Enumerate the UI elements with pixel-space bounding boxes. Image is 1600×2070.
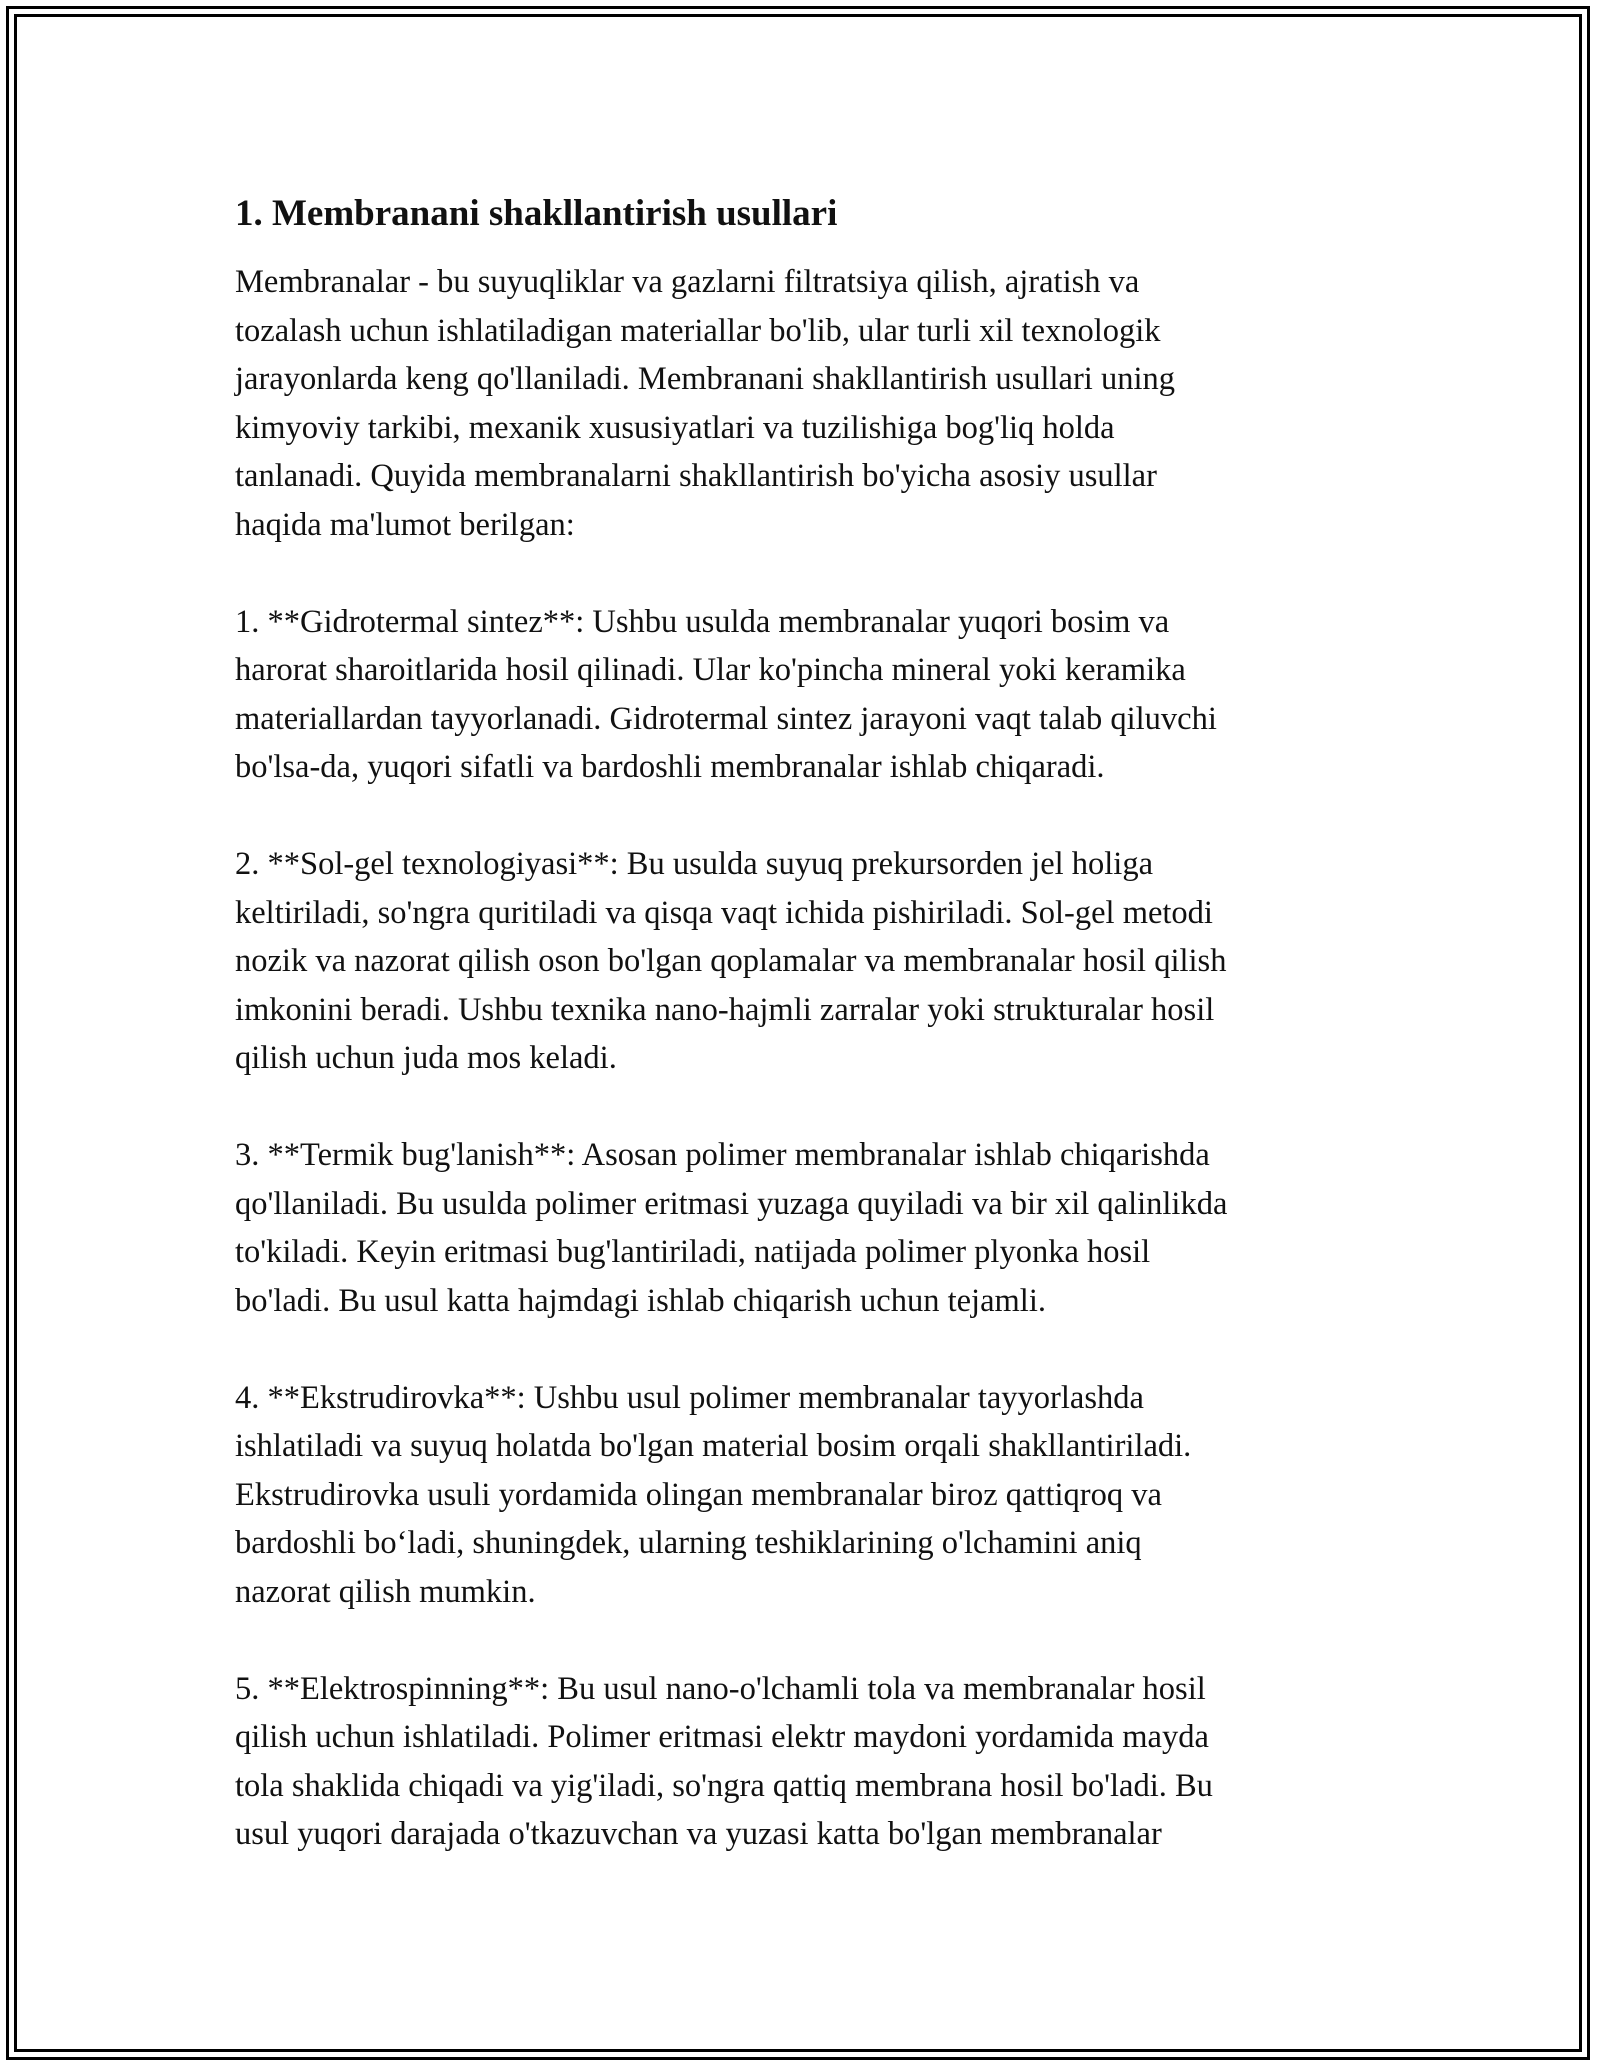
text-line: qo'llaniladi. Bu usulda polimer eritmasi yuzaga quyiladi va bir xil qalinlikda bbox=[235, 1185, 1228, 1222]
text-line: usul yuqori darajada o'tkazuvchan va yuzasi katta bo'lgan membranalar bbox=[235, 1816, 1162, 1852]
text-line: jarayonlarda keng qo'llaniladi. Membranani shakllantirish usullari uning bbox=[235, 361, 1175, 397]
intro-paragraph bbox=[235, 258, 1365, 549]
text-line: bo'ladi. Bu usul katta hajmdagi ishlab chiqarish uchun tejamli. bbox=[235, 1282, 1046, 1319]
document-title: 1. Membranani shakllantirish usullari bbox=[235, 193, 838, 234]
text-line: haqida ma'lumot berilgan: bbox=[235, 506, 575, 543]
text-line: bardoshli bo‘ladi, shuningdek, ularning teshiklarining o'lchamini aniq bbox=[235, 1525, 1142, 1561]
method-paragraph-4 bbox=[235, 1374, 1365, 1617]
text-line: keltiriladi, so'ngra quritiladi va qisqa vaqt ichida pishiriladi. Sol-gel metodi bbox=[235, 894, 1213, 931]
text-line: 1. **Gidrotermal sintez**: Ushbu usulda membranalar yuqori bosim va bbox=[235, 603, 1170, 640]
method-paragraph-5 bbox=[235, 1665, 1365, 1859]
text-line: nazorat qilish mumkin. bbox=[235, 1573, 536, 1610]
text-line: nozik va nazorat qilish oson bo'lgan qoplamalar va membranalar hosil qilish bbox=[235, 943, 1227, 979]
text-line: 2. **Sol-gel texnologiyasi**: Bu usulda suyuq prekursorden jel holiga bbox=[235, 846, 1154, 882]
text-line: bo'lsa-da, yuqori sifatli va bardoshli membranalar ishlab chiqaradi. bbox=[235, 749, 1105, 785]
method-paragraph-3 bbox=[235, 1131, 1365, 1325]
text-line: qilish uchun juda mos keladi. bbox=[235, 1040, 617, 1076]
text-line: tanlanadi. Quyida membranalarni shakllantirish bo'yicha asosiy usullar bbox=[235, 458, 1157, 494]
document-body bbox=[235, 188, 1365, 1859]
text-line: to'kiladi. Keyin eritmasi bug'lantiriladi, natijada polimer plyonka hosil bbox=[235, 1234, 1151, 1270]
text-line: Ekstrudirovka usuli yordamida olingan membranalar biroz qattiqroq va bbox=[235, 1476, 1162, 1513]
text-line: Membranalar - bu suyuqliklar va gazlarni filtratsiya qilish, ajratish va bbox=[235, 264, 1140, 300]
text-line: harorat sharoitlarida hosil qilinadi. Ular ko'pincha mineral yoki keramika bbox=[235, 652, 1186, 688]
text-line: qilish uchun ishlatiladi. Polimer eritmasi elektr maydoni yordamida mayda bbox=[235, 1719, 1209, 1755]
text-line: 5. **Elektrospinning**: Bu usul nano-o'lchamli tola va membranalar hosil bbox=[235, 1670, 1206, 1707]
text-line: materiallardan tayyorlanadi. Gidrotermal sintez jarayoni vaqt talab qiluvchi bbox=[235, 700, 1217, 737]
text-line: 3. **Termik bug'lanish**: Asosan polimer membranalar ishlab chiqarishda bbox=[235, 1137, 1210, 1173]
text-line: ishlatiladi va suyuq holatda bo'lgan material bosim orqali shakllantiriladi. bbox=[235, 1428, 1192, 1464]
text-line: 4. **Ekstrudirovka**: Ushbu usul polimer membranalar tayyorlashda bbox=[235, 1379, 1144, 1416]
text-line: tola shaklida chiqadi va yig'iladi, so'ngra qattiq membrana hosil bo'ladi. Bu bbox=[235, 1767, 1213, 1804]
method-paragraph-2 bbox=[235, 840, 1365, 1083]
text-line: tozalash uchun ishlatiladigan materiallar bo'lib, ular turli xil texnologik bbox=[235, 312, 1161, 349]
text-line: kimyoviy tarkibi, mexanik xususiyatlari va tuzilishiga bog'liq holda bbox=[235, 409, 1115, 446]
method-paragraph-1 bbox=[235, 598, 1365, 792]
text-line: imkonini beradi. Ushbu texnika nano-hajmli zarralar yoki strukturalar hosil bbox=[235, 991, 1215, 1028]
